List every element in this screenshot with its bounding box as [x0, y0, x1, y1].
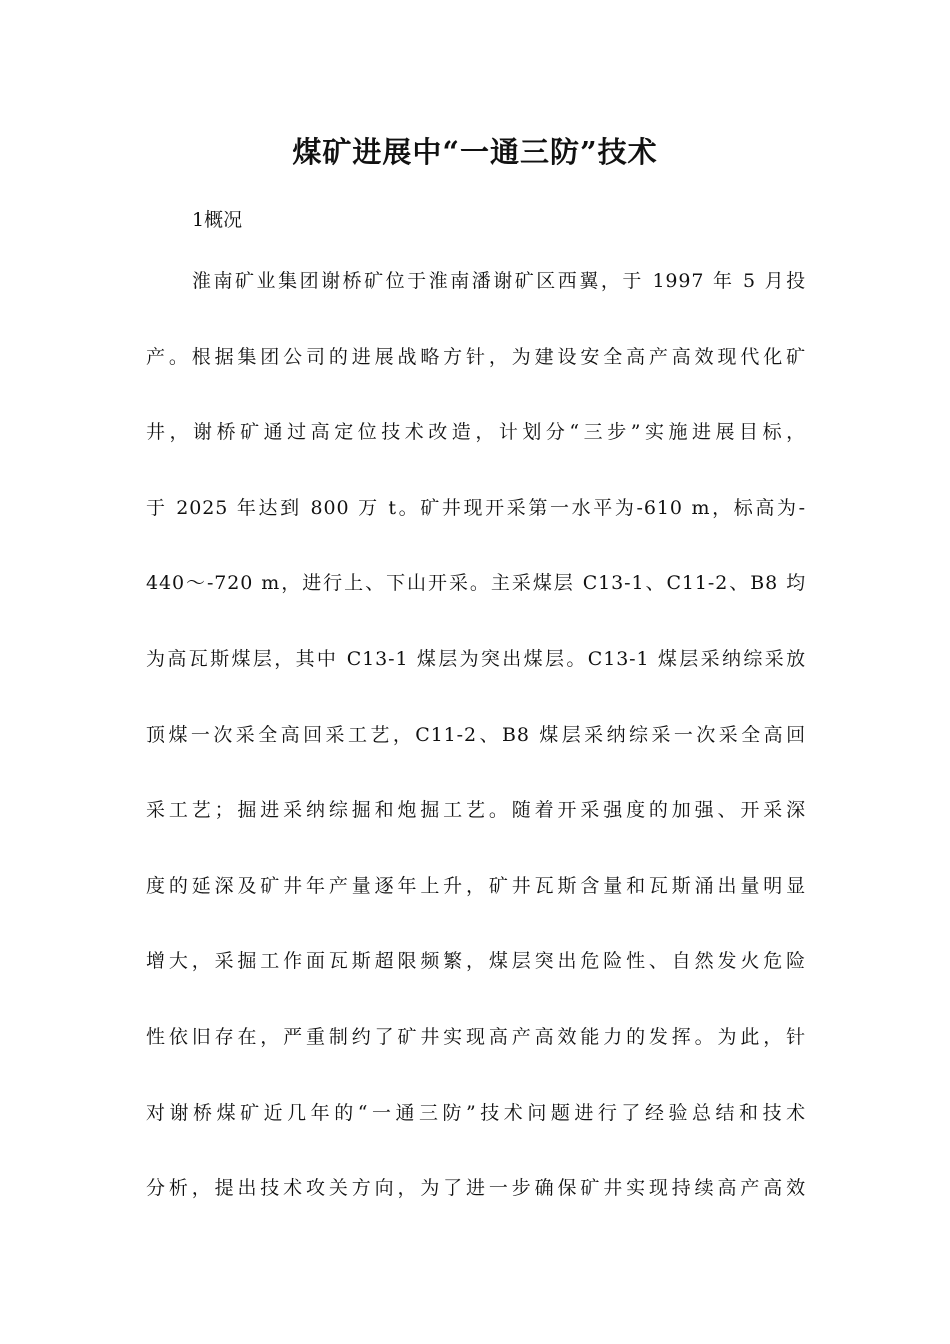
- paragraph-line: 增大，采掘工作面瓦斯超限频繁，煤层突出危险性、自然发火危险: [146, 950, 806, 973]
- paragraph-line: 顶煤一次采全高回采工艺，C11-2、B8 煤层采纳综采一次采全高回: [146, 723, 806, 746]
- paragraph-line: 度的延深及矿井年产量逐年上升，矿井瓦斯含量和瓦斯涌出量明显: [146, 874, 806, 897]
- paragraph-line: 于 2025 年达到 800 万 t。矿井现开采第一水平为-610 m，标高为-: [146, 496, 806, 519]
- paragraph-line: 采工艺；掘进采纳综掘和炮掘工艺。随着开采强度的加强、开采深: [146, 799, 806, 822]
- section-heading: 1概况: [192, 209, 243, 231]
- document-title: 煤矿进展中“一通三防”技术: [292, 135, 658, 169]
- paragraph-line: 分析，提出技术攻关方向，为了进一步确保矿井实现持续高产高效: [146, 1177, 806, 1200]
- paragraph-line: 性依旧存在，严重制约了矿井实现高产高效能力的发挥。为此，针: [146, 1025, 806, 1048]
- paragraph-line: 为高瓦斯煤层，其中 C13-1 煤层为突出煤层。C13-1 煤层采纳综采放: [146, 647, 806, 670]
- paragraph-line: 井，谢桥矿通过高定位技术改造，计划分“三步”实施进展目标，: [146, 421, 806, 444]
- paragraph-line: 对谢桥煤矿近几年的“一通三防”技术问题进行了经验总结和技术: [146, 1101, 806, 1124]
- body-paragraph: [146, 262, 806, 1245]
- paragraph-line: 440～-720 m，进行上、下山开采。主采煤层 C13-1、C11-2、B8 均: [146, 572, 806, 595]
- paragraph-line: 产。根据集团公司的进展战略方针，为建设安全高产高效现代化矿: [146, 345, 806, 368]
- paragraph-line: 淮南矿业集团谢桥矿位于淮南潘谢矿区西翼，于 1997 年 5 月投: [192, 270, 806, 292]
